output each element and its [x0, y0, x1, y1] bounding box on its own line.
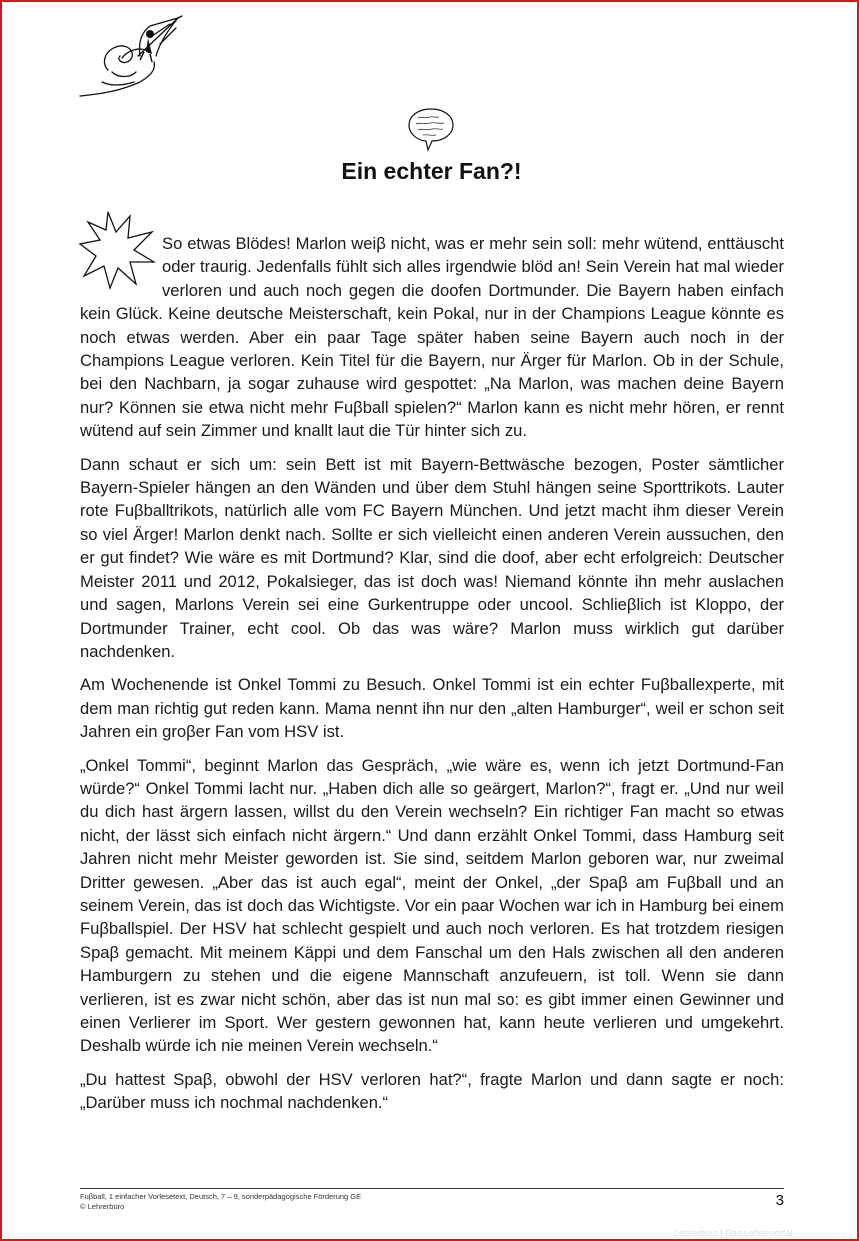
speech-bubble-icon — [406, 106, 456, 152]
page-title: Ein echter Fan?! — [341, 158, 522, 184]
paragraph: So etwas Blödes! Marlon weiβ nicht, was er mehr sein soll: mehr wütend, enttäuscht oder traurig. Jedenfalls fühlt sich alles irgendwie blöd an! Sein Verein hat mal wieder verloren und auch noch gegen die doofen Dortmunder. Die Bayern haben einfach kein Glück. Keine deutsche Meisterschaft, kein Pokal, nur in der Champions League könnte es noch etwas werden. Aber ein paar Tage später haben seine Bayern auch noch in der Champions League verloren. Kein Titel für die Bayern, nur Ärger für Marlon. Ob in der Schule, bei den Nachbarn, ja sogar zuhause wird gespottet: „Na Marlon, was machen deine Bayern nur? Können sie etwa nicht mehr Fuβball spielen?“ Marlon kann es nicht mehr hören, er rennt wütend auf sein Zimmer und knallt laut die Tür hinter sich zu. — [80, 234, 784, 441]
surfer-illustration — [78, 12, 188, 100]
watermark: Lehrerbüro | Das Lehrerportal — [674, 1228, 793, 1238]
paragraph: „Du hattest Spaβ, obwohl der HSV verloren hat?“, fragte Marlon und dann sagte er noch: „Darüber muss ich nochmal nachdenken.“ — [80, 1069, 784, 1113]
paragraph: Dann schaut er sich um: sein Bett ist mit Bayern-Bettwäsche bezogen, Poster sämtlicher Bayern-Spieler hängen an den Wänden und über dem Stuhl hängen seine Sporttrikots. Lauter rote Fuβballtrikots, natürlich alle vom FC Bayern München. Und jetzt macht ihm dieser Verein so viel Ärger! Marlon denkt nach. Sollte er sich vielleicht einen anderen Verein aussuchen, den er gut findet? Wie wäre es mit Dortmund? Klar, sind die doof, aber echt erfolgreich: Deutscher Meister 2011 und 2012, Pokalsieger, das ist doch was! Niemand könnte ihn mehr auslachen und sagen, Marlons Verein sei eine Gurkentruppe oder uncool. Schlieβlich ist Kloppo, der Dortmunder Trainer, echt cool. Ob das was wäre? Marlon muss wirklich gut darüber nachdenken. — [80, 454, 784, 661]
story-text — [80, 232, 784, 1125]
paragraph: Am Wochenende ist Onkel Tommi zu Besuch. Onkel Tommi ist ein echter Fuβballexperte, mit dem man richtig gut reden kann. Mama nennt ihn nur den „alten Hamburger“, weil er schon seit Jahren ein groβer Fan vom HSV ist. — [80, 675, 784, 742]
footer-source — [80, 1192, 361, 1212]
page-number: 3 — [775, 1192, 784, 1209]
footer-description: Fuβball, 1 einfacher Vorlesetext, Deutsch, 7 – 9, sonderpädagogische Förderung GE — [80, 1192, 362, 1201]
paragraph: „Onkel Tommi“, beginnt Marlon das Gespräch, „wie wäre es, wenn ich jetzt Dortmund-Fan würde?“ Onkel Tommi lacht nur. „Haben dich alle so geärgert, Marlon?“, fragt er. „Und nur weil du dich hast ärgern lassen, willst du den Verein wechseln? Ein richtiger Fan macht so etwas nicht, der lässt sich einfach nicht ärgern.“ Und dann erzählt Onkel Tommi, dass Hamburg seit Jahren nicht mehr Meister geworden ist. Sie sind, seitdem Marlon geboren war, nur zweimal Dritter gewesen. „Aber das ist auch egal“, meint der Onkel, „der Spaβ am Fuβball und an seinem Verein, das ist doch das Wichtigste. Vor ein paar Wochen war ich in Hamburg bei einem Fuβballspiel. Der HSV hat schlecht gespielt und auch noch verloren. Es hat trotzdem riesigen Spaβ gemacht. Mit meinem Käppi und dem Fanschal um den Hals zwischen all den anderen Hamburgern zu stehen und die eigene Mannschaft anzufeuern, ist toll. Wenn sie dann verlieren, ist es zwar nicht schön, aber das ist nun mal so: es gibt immer einen Gewinner und einen Verlierer im Sport. Wer gestern gewonnen hat, kann heute verlieren und umgekehrt. Deshalb würde ich nie meinen Verein wechseln.“ — [80, 755, 784, 1056]
footer-copyright: © Lehrerbüro — [80, 1202, 125, 1211]
footer-divider — [80, 1188, 784, 1189]
